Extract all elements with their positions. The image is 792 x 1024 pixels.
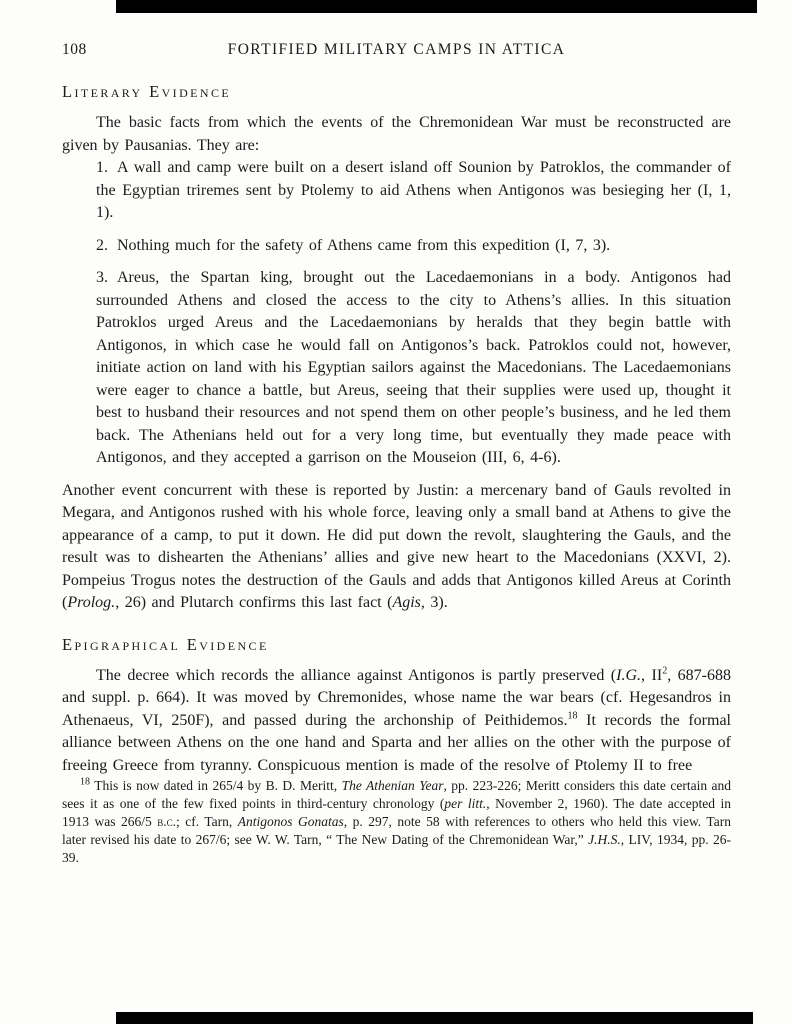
numbered-list [96,157,731,470]
text-segment: , LIV, 1934, pp. 26-39. [62,832,731,865]
list-item-2-text: Nothing much for the safety of Athens came from this expedition (I, 7, 3). [117,236,611,254]
work-title-ig: I.G. [616,666,642,684]
text-segment: , 26) and Plutarch confirms this last fact ( [115,594,393,611]
footnote-marker-18: 18 [80,776,90,788]
list-item-1-text: A wall and camp were built on a desert island off Sounion by Patroklos, the commander of the Egyptian triremes sent by Ptolemy to aid Athens when Antigonos was besieging her (I, 1, 1). [96,159,731,221]
list-item-3-number: 3. [96,269,108,286]
list-item-1-number: 1. [96,159,108,176]
list-item-3-text: Areus, the Spartan king, brought out the Lacedaemonians in a body. Antigonos had surrounded Athens and closed the access to the city to Athens’s allies. In this situation Patroklos urged Areus and the Lacedaemonians by heralds that they begin battle with Antigonos, in which case he would fall on Antigonos’s back. Patroklos could not, however, initiate action on land with his Egyptian sailors against the Macedonians. The Lacedaemonians were eager to chance a battle, but Areus, seeing that their supplies were used up, thought it best to husband their resources and not spend them on other people’s business, and he led them back. The Athenians held out for a very long time, but eventually they made peace with Antigonos, and they accepted a garrison on the Mouseion (III, 6, 4-6). [96,269,731,466]
journal-title-jhs: J.H.S. [588,832,621,847]
superscript-volume: 2 [662,665,668,677]
scan-artifact-top-bar [116,0,757,13]
section-heading-epigraphical-evidence: Epigraphical Evidence [62,634,269,654]
text-segment: , pp. 223-226; Meritt considers this date certain and sees it as one of the few fixed points in third-century chronology ( [62,778,732,811]
running-header [62,40,731,60]
text-segment: , p. 297, note 58 with references to others who held this view. Tarn later revised his date to 267/6; see W. W. Tarn, “ The New Dating of the Chremonidean War,” [62,814,731,847]
text-segment: , November 2, 1960). The date accepted in 1913 was 266/5 [62,796,731,829]
text-segment: , II [641,666,663,684]
list-item-3 [96,267,731,470]
work-title-antigonos-gonatas: Antigonos Gonatas [237,814,344,829]
text-segment: The decree which records the alliance against Antigonos is partly preserved ( [96,666,617,684]
paragraph-epigraphical [62,665,731,778]
text-segment: This is now dated in 265/4 by B. D. Meritt, [90,778,342,793]
text-segment: ; cf. Tarn, [175,814,238,829]
work-title-agis: Agis [392,594,421,611]
phrase-per-litt: per litt. [444,796,487,811]
list-item-1 [96,157,731,225]
paragraph-justin [62,480,731,615]
section-heading-literary-evidence: Literary Evidence [62,82,232,101]
text-segment: , 3). [420,594,448,611]
running-title: FORTIFIED MILITARY CAMPS IN ATTICA [227,41,566,58]
list-item-2-number: 2. [96,236,108,254]
footnote-18 [62,777,731,867]
text-segment: Another event concurrent with these is reported by Justin: a mercenary band of Gauls revolted in Megara, and Antigonos rushed with his whole force, leaving only a small band at Athens to give the appearance of a camp, to put it down. He did put down the revolt, slaughtering the Gauls, and the result was to dishearten the Athenians’ allies and give new heart to the Macedonians (XXVI, 2). Pompeius Trogus notes the destruction of the Gauls and adds that Antigonos killed Areus at Corinth ( [62,481,731,611]
paragraph-intro: The basic facts from which the events of the Chremonidean War must be reconstructed are given by Pausanias. They are: [62,114,731,154]
scan-artifact-bottom-bar [116,1012,753,1024]
list-item-2 [96,235,731,258]
work-title-athenian-year: The Athenian Year [341,778,444,793]
era-abbreviation-bc: b.c. [157,814,176,829]
text-segment: , 687-688 and suppl. p. 664). It was moved by Chremonides, whose name the war bears (cf. Hegesandros in Athenaeus, VI, 250F), and passed during the archonship of Peithidemos. [62,666,732,729]
page-number: 108 [62,41,87,58]
page-content [62,40,731,867]
work-title-prolog: Prolog. [67,594,116,611]
text-segment: It records the formal alliance between Athens on the one hand and Sparta and her allies on the other with the purpose of freeing Greece from tyranny. Conspicuous mention is made of the resolve of Ptolemy II to free [62,711,731,774]
footnote-reference-18: 18 [567,710,578,722]
